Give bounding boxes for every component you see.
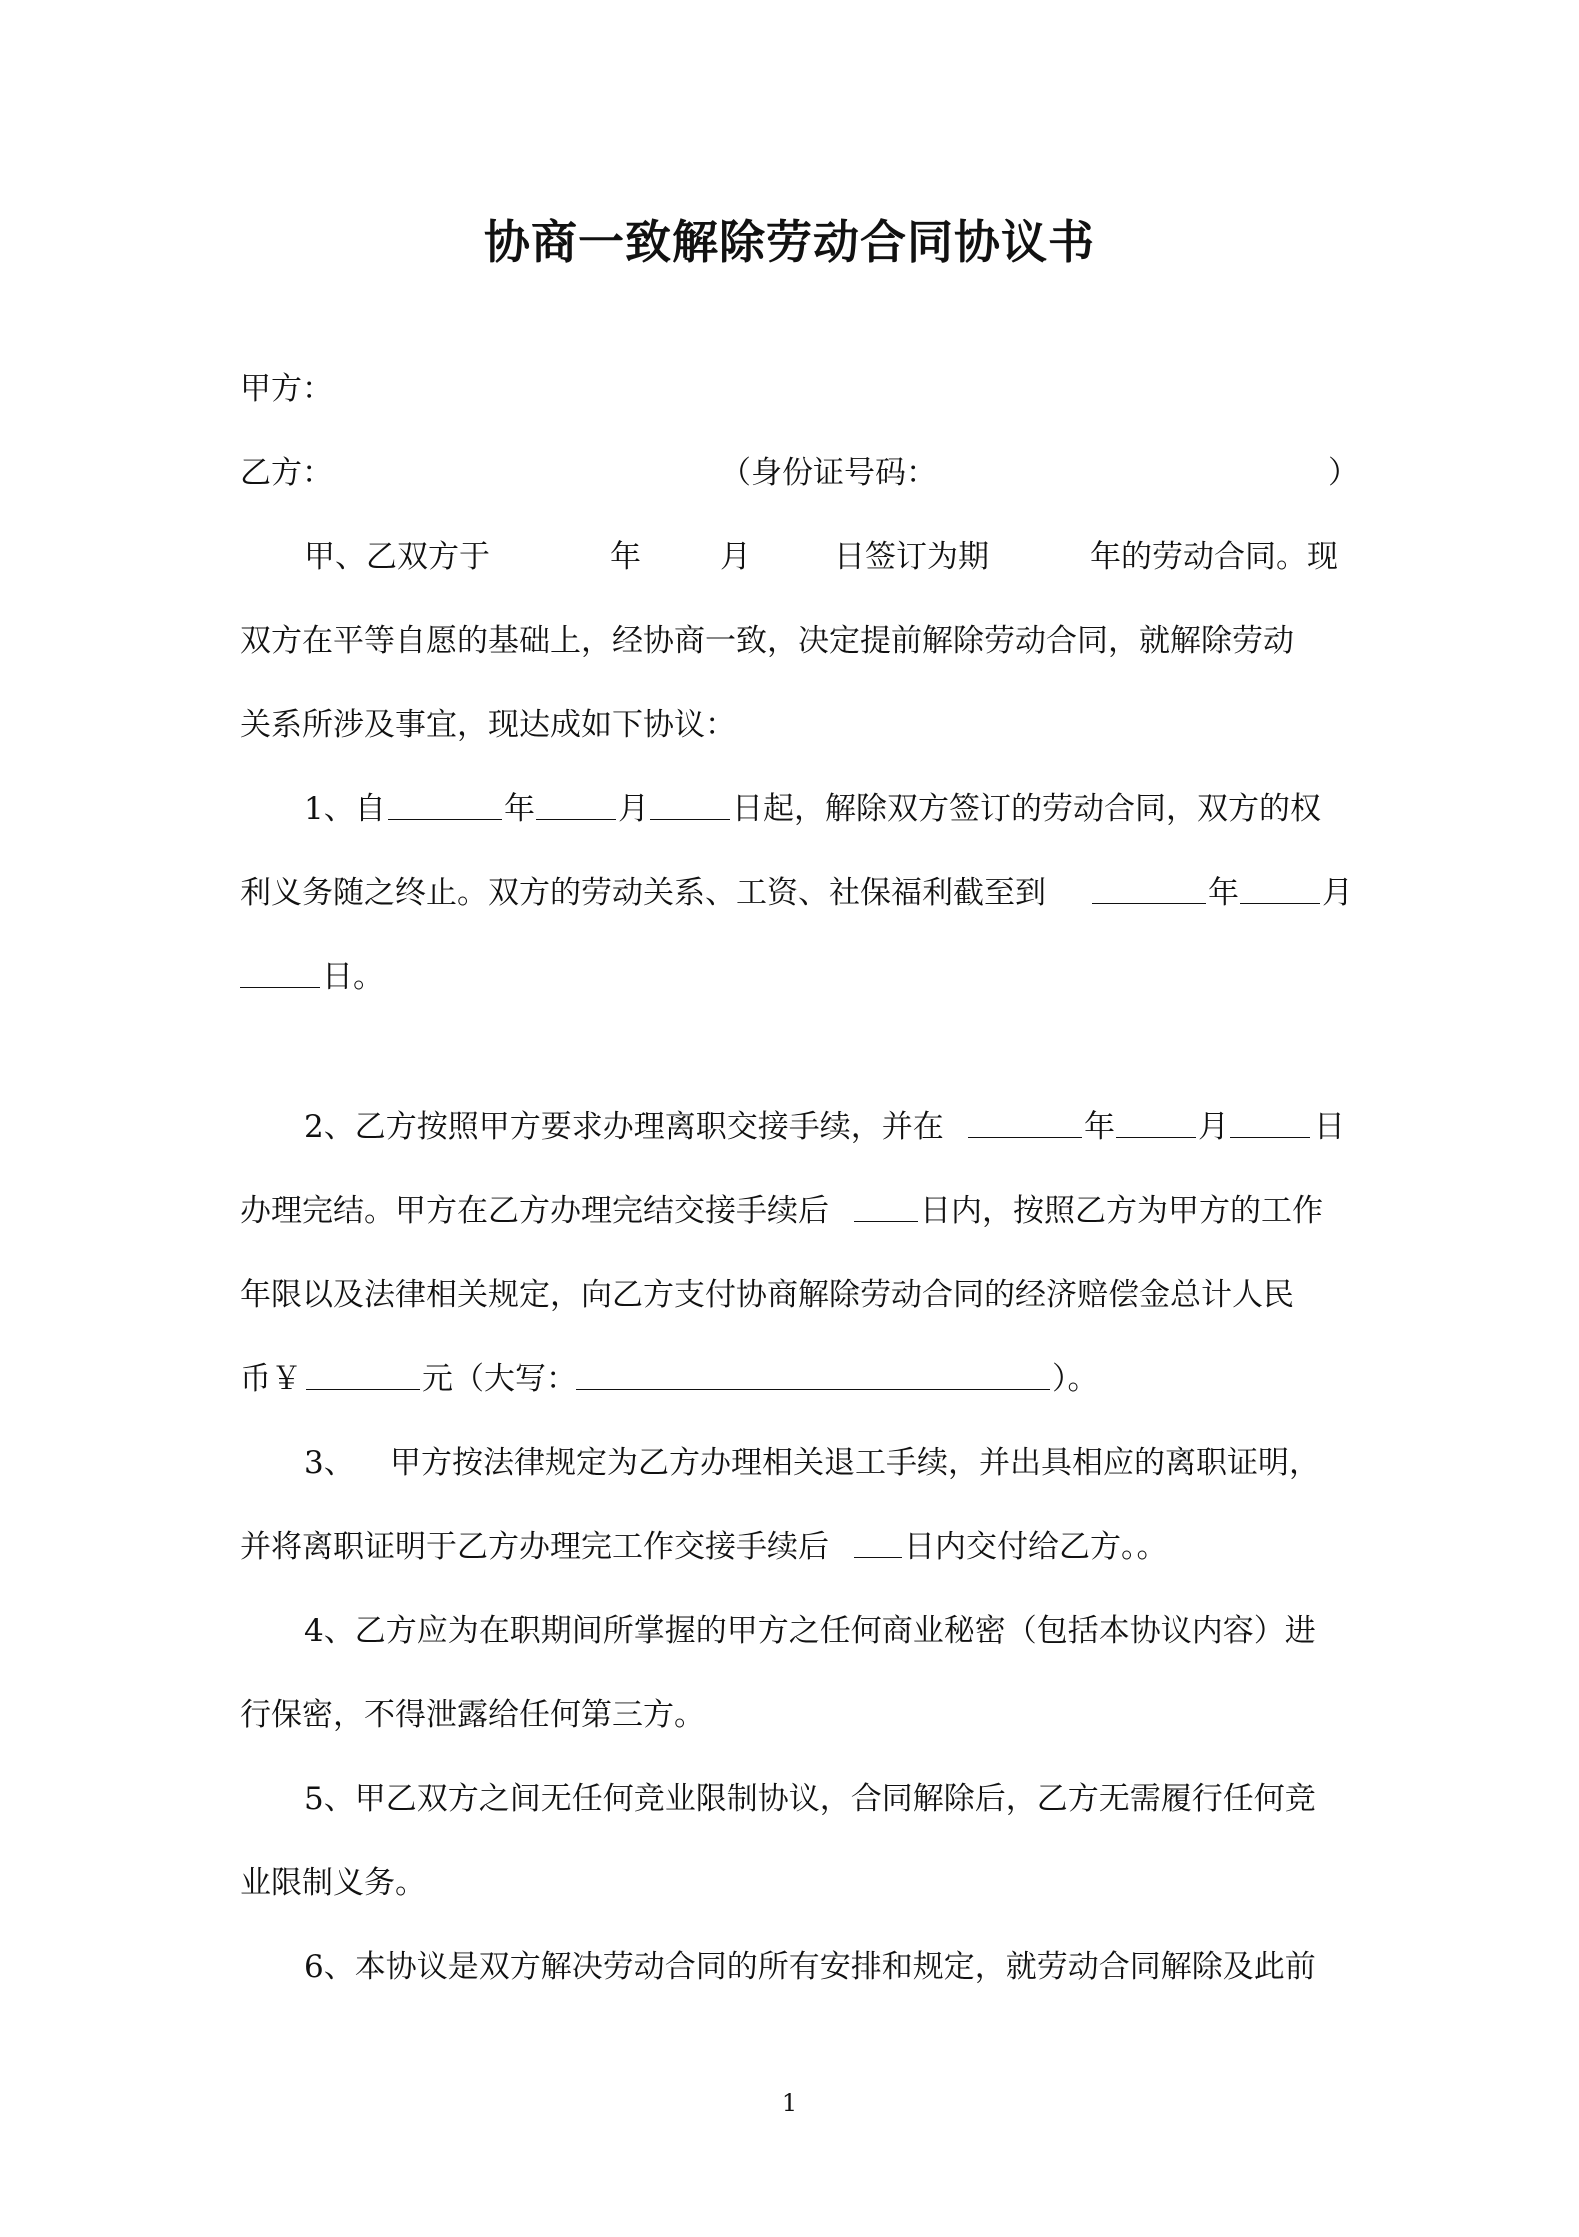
clause-1-text-2c: 月 <box>1322 875 1353 911</box>
clause-1-text-a: 1、自 <box>304 791 386 827</box>
intro-line-2: 双方在平等自愿的基础上，经协商一致，决定提前解除劳动合同，就解除劳动 <box>240 623 1294 659</box>
clause-3-text-2a: 并将离职证明于乙方办理完工作交接手续后 <box>240 1529 829 1565</box>
clause-2-days-blank <box>854 1191 918 1222</box>
clause-1-text-d: 日起，解除双方签订的劳动合同，双方的权 <box>732 791 1321 827</box>
document-title: 协商一致解除劳动合同协议书 <box>484 215 1095 269</box>
clause-1-end-year-blank <box>1092 873 1206 904</box>
clause-3-days-blank <box>854 1527 902 1558</box>
clause-5-text-1: 5、甲乙双方之间无任何竞业限制协议，合同解除后，乙方无需履行任何竞 <box>304 1781 1316 1817</box>
clause-2-line-3: 年限以及法律相关规定，向乙方支付协商解除劳动合同的经济赔偿金总计人民 <box>240 1277 1294 1313</box>
id-number-label: （身份证号码： <box>720 455 937 491</box>
clause-1-text-2b: 年 <box>1208 875 1239 911</box>
clause-1-end-day-blank <box>240 957 320 988</box>
intro-line-3: 关系所涉及事宜，现达成如下协议： <box>240 707 736 743</box>
clause-1-text-2a: 利义务随之终止。双方的劳动关系、工资、社保福利截至到 <box>240 875 1046 911</box>
clause-2-amount-blank <box>306 1359 420 1390</box>
clause-2-text-c: 月 <box>1198 1109 1229 1145</box>
clause-1-end-month-blank <box>1240 873 1320 904</box>
clause-1-text-c: 月 <box>618 791 649 827</box>
intro-text-5: 年的劳动合同。现 <box>1090 539 1338 575</box>
intro-text-1: 甲、乙双方于 <box>304 539 490 575</box>
id-number-close: ） <box>1328 455 1359 491</box>
clause-2-text-4c: ）。 <box>1052 1361 1099 1397</box>
party-b-label: 乙方： <box>240 455 333 491</box>
clause-1-day-blank <box>650 789 730 820</box>
clause-4-text-1: 4、乙方应为在职期间所掌握的甲方之任何商业秘密（包括本协议内容）进 <box>304 1613 1316 1649</box>
clause-3-text-2b: 日内交付给乙方。。 <box>904 1529 1168 1565</box>
clause-2-text-4b: 元（大写： <box>422 1361 577 1397</box>
clause-2-text-b: 年 <box>1084 1109 1115 1145</box>
clause-1-month-blank <box>536 789 616 820</box>
clause-3-text-a: 3、 <box>304 1445 355 1481</box>
clause-2-amount-words-blank <box>576 1359 1050 1390</box>
clause-2-day-blank <box>1230 1107 1310 1138</box>
intro-text-3: 月 <box>720 539 751 575</box>
clause-2-month-blank <box>1116 1107 1196 1138</box>
intro-text-2: 年 <box>610 539 641 575</box>
party-a-line <box>240 369 1350 409</box>
clause-2-text-a: 2、乙方按照甲方要求办理离职交接手续，并在 <box>304 1109 944 1145</box>
clause-6-text-1: 6、本协议是双方解决劳动合同的所有安排和规定，就劳动合同解除及此前 <box>304 1949 1316 1985</box>
clause-2-text-2a: 办理完结。甲方在乙方办理完结交接手续后 <box>240 1193 829 1229</box>
clause-2-year-blank <box>968 1107 1082 1138</box>
clause-4-line-2: 行保密，不得泄露给任何第三方。 <box>240 1697 705 1733</box>
clause-2-text-4a: 币￥ <box>240 1361 302 1397</box>
party-a-label: 甲方： <box>240 371 333 407</box>
clause-1-year-blank <box>388 789 502 820</box>
clause-3-text-b: 甲方按法律规定为乙方办理相关退工手续，并出具相应的离职证明， <box>390 1445 1320 1481</box>
clause-2-text-2b: 日内，按照乙方为甲方的工作 <box>920 1193 1323 1229</box>
intro-text-4: 日签订为期 <box>834 539 989 575</box>
page-number: 1 <box>781 2089 798 2117</box>
clause-1-text-b: 年 <box>504 791 535 827</box>
clause-1-text-3: 日。 <box>322 959 384 995</box>
clause-2-text-d: 日 <box>1314 1109 1345 1145</box>
clause-5-line-2: 业限制义务。 <box>240 1865 426 1901</box>
